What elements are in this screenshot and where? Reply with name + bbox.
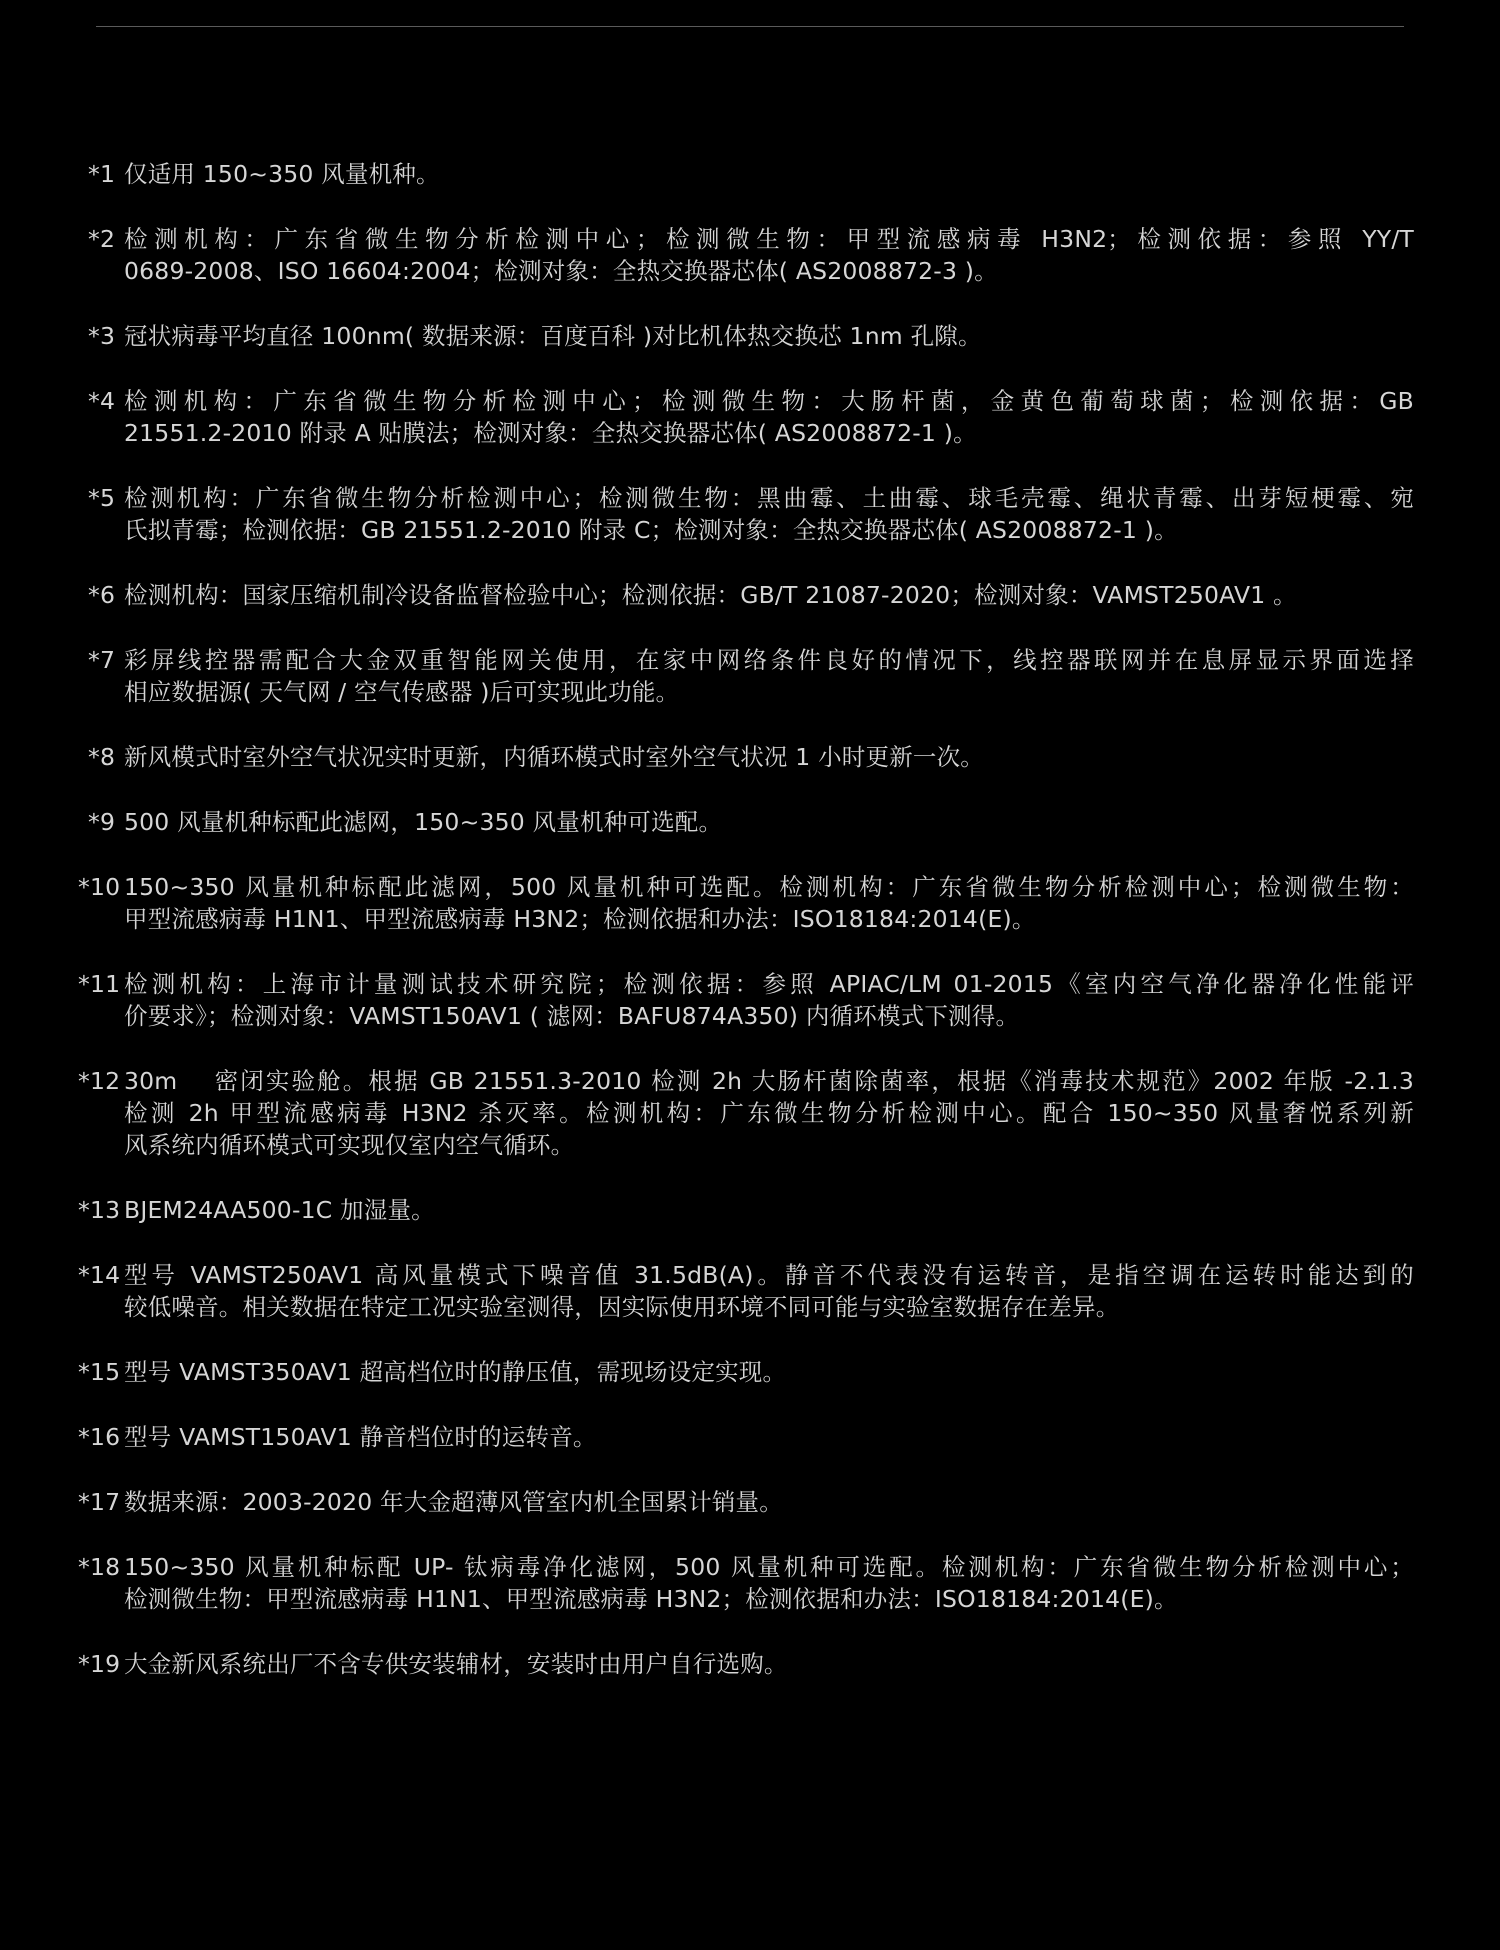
footnote-marker: *2 [88,225,116,253]
footnote-text-line: 500 风量机种标配此滤网，150~350 风量机种可选配。 [124,808,723,836]
footnotes-list [74,158,1414,1713]
footnote-marker: *5 [88,484,116,512]
footnote-4 [74,385,1414,449]
footnote-text-line: 相应数据源( 天气网 / 空气传感器 )后可实现此功能。 [124,678,680,706]
footnote-marker: *19 [78,1650,121,1678]
footnote-18 [74,1551,1414,1615]
footnote-5 [74,482,1414,546]
footnote-text-line: 150~350 风量机种标配此滤网，500 风量机种可选配。检测机构：广东省微生物分析检测中心；检测微生物： [124,873,1414,901]
footnote-text-line: 型号 VAMST350AV1 超高档位时的静压值，需现场设定实现。 [124,1358,787,1386]
footnote-17 [74,1486,1414,1518]
footnote-10 [74,871,1414,935]
footnote-marker: *13 [78,1196,121,1224]
footnote-15 [74,1356,1414,1388]
footnote-text-line: 大金新风系统出厂不含专供安装辅材，安装时由用户自行选购。 [124,1650,788,1678]
footnote-text-line: 氏拟青霉；检测依据：GB 21551.2-2010 附录 C；检测对象：全热交换器芯体( AS2008872-1 )。 [124,516,1178,544]
footnote-2 [74,223,1414,287]
footnote-text-line: 型号 VAMST250AV1 高风量模式下噪音值 31.5dB(A)。静音不代表没有运转音，是指空调在运转时能达到的 [124,1261,1414,1289]
footnote-3 [74,320,1414,352]
footnote-text-line: 检测机构：广东省微生物分析检测中心；检测微生物：大肠杆菌，金黄色葡萄球菌；检测依据：GB [124,387,1414,415]
footnote-marker: *14 [78,1261,121,1289]
footnote-text-line: 风系统内循环模式可实现仅室内空气循环。 [124,1131,575,1159]
footnote-marker: *6 [88,581,116,609]
footnote-marker: *8 [88,743,116,771]
footnote-text-line: 彩屏线控器需配合大金双重智能网关使用，在家中网络条件良好的情况下，线控器联网并在息屏显示界面选择 [124,646,1414,674]
footnote-marker: *9 [88,808,116,836]
footnote-marker: *1 [88,160,116,188]
footnote-text-line: 检测机构：广东省微生物分析检测中心；检测微生物：甲型流感病毒 H3N2；检测依据：参照 YY/T [124,225,1414,253]
footnote-marker: *12 [78,1067,121,1095]
footnote-8 [74,741,1414,773]
footnote-7 [74,644,1414,708]
footnote-text-line: 价要求》；检测对象：VAMST150AV1 ( 滤网：BAFU874A350) 内循环模式下测得。 [124,1002,1020,1030]
footnote-19 [74,1648,1414,1680]
footnote-16 [74,1421,1414,1453]
footnote-text-line: 检测 2h 甲型流感病毒 H3N2 杀灭率。检测机构：广东微生物分析检测中心。配合 150~350 风量奢悦系列新 [124,1099,1414,1127]
footnote-marker: *15 [78,1358,121,1386]
footnote-marker: *3 [88,322,116,350]
footnote-11 [74,968,1414,1032]
footnote-marker: *7 [88,646,116,674]
footnote-text-line: 检测机构：广东省微生物分析检测中心；检测微生物：黑曲霉、土曲霉、球毛壳霉、绳状青霉、出芽短梗霉、宛 [124,484,1414,512]
footnote-text-line: 检测机构：国家压缩机制冷设备监督检验中心；检测依据：GB/T 21087-2020；检测对象：VAMST250AV1 。 [124,581,1297,609]
footnote-marker: *16 [78,1423,121,1451]
footnote-text-line: 150~350 风量机种标配 UP- 钛病毒净化滤网，500 风量机种可选配。检测机构：广东省微生物分析检测中心； [124,1553,1414,1581]
footnote-6 [74,579,1414,611]
footnote-text-line: 仅适用 150~350 风量机种。 [124,160,440,188]
footnote-text-line: 21551.2-2010 附录 A 贴膜法；检测对象：全热交换器芯体( AS2008872-1 )。 [124,419,977,447]
footnote-text-line: 检测机构：上海市计量测试技术研究院；检测依据：参照 APIAC/LM 01-2015《室内空气净化器净化性能评 [124,970,1414,998]
footnote-text-line: 数据来源：2003-2020 年大金超薄风管室内机全国累计销量。 [124,1488,783,1516]
footnote-marker: *18 [78,1553,121,1581]
footnote-12 [74,1065,1414,1161]
footnote-marker: *17 [78,1488,121,1516]
footnote-text-line: 甲型流感病毒 H1N1、甲型流感病毒 H3N2；检测依据和办法：ISO18184:2014(E)。 [124,905,1036,933]
footnote-text-line: 较低噪音。相关数据在特定工况实验室测得，因实际使用环境不同可能与实验室数据存在差异。 [124,1293,1120,1321]
top-divider [96,26,1404,27]
footnote-text-line: BJEM24AA500-1C 加湿量。 [124,1196,435,1224]
footnote-text-line: 型号 VAMST150AV1 静音档位时的运转音。 [124,1423,597,1451]
footnote-1 [74,158,1414,190]
footnote-marker: *11 [78,970,121,998]
footnote-text-line: 30m 密闭实验舱。根据 GB 21551.3-2010 检测 2h 大肠杆菌除菌率，根据《消毒技术规范》2002 年版 -2.1.3 [124,1067,1414,1095]
footnote-text-line: 冠状病毒平均直径 100nm( 数据来源：百度百科 )对比机体热交换芯 1nm 孔隙。 [124,322,982,350]
footnote-marker: *4 [88,387,116,415]
footnote-text-line: 0689-2008、ISO 16604:2004；检测对象：全热交换器芯体( AS2008872-3 )。 [124,257,998,285]
footnote-text-line: 检测微生物：甲型流感病毒 H1N1、甲型流感病毒 H3N2；检测依据和办法：ISO18184:2014(E)。 [124,1585,1178,1613]
footnote-9 [74,806,1414,838]
footnote-13 [74,1194,1414,1226]
footnote-14 [74,1259,1414,1323]
footnote-text-line: 新风模式时室外空气状况实时更新，内循环模式时室外空气状况 1 小时更新一次。 [124,743,984,771]
footnote-marker: *10 [78,873,121,901]
